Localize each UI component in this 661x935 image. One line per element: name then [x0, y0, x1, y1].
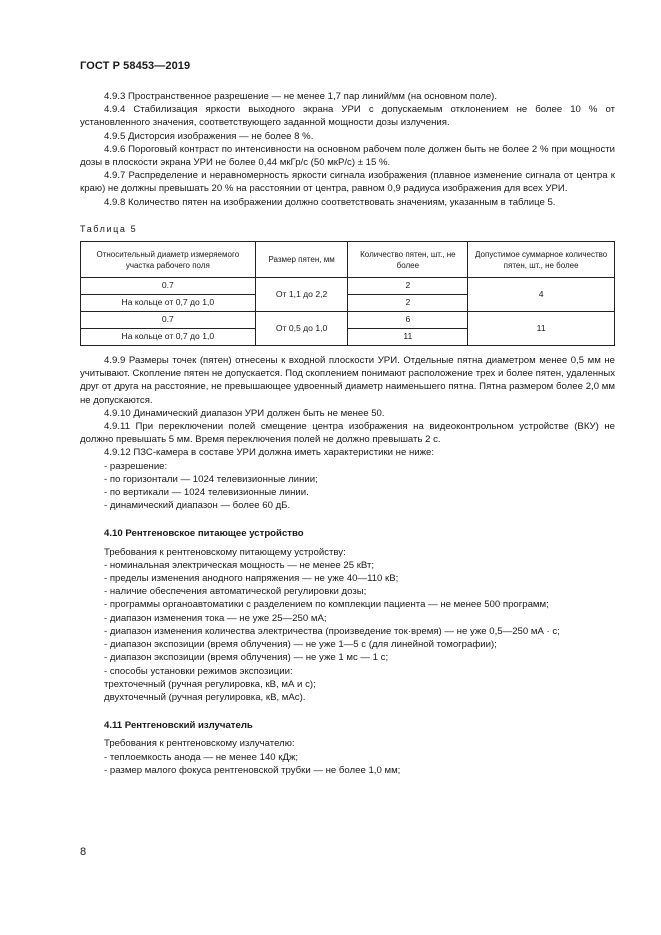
- section-intro: Требования к рентгеновскому питающему устройству:: [104, 546, 346, 558]
- list-item: - размер малого фокуса рентгеновской трубки — не более 1,0 мм;: [104, 764, 401, 776]
- header-spot-size: Размер пятен, мм: [255, 242, 348, 278]
- list-item: - программы органоавтоматики с разделением по комплекции пациента — не менее 500 программ;: [104, 599, 549, 611]
- page-number: 8: [80, 846, 87, 858]
- para-4-9-4: 4.9.4 Стабилизация яркости выходного экрана УРИ с допускаемым отклонением не более 10 % от установленного значения, соответствующего заданной мощности дозы излучения.: [80, 104, 615, 129]
- cell-diameter: 0.7: [81, 278, 256, 295]
- cell-diameter: На кольце от 0,7 до 1,0: [81, 295, 256, 312]
- cell-spot-count: 11: [348, 329, 468, 346]
- cell-spot-count: 2: [348, 278, 468, 295]
- header-total-count: Допустимое суммарное количество пятен, шт., не более: [468, 242, 615, 278]
- table-header-row: [81, 242, 615, 278]
- list-item: - номинальная электрическая мощность — не менее 25 кВт;: [104, 559, 375, 571]
- list-item: - диапазон экспозиции (время облучения) — не уже 1 мс — 1 с;: [104, 652, 389, 664]
- para-4-9-12: 4.9.12 ПЗС-камера в составе УРИ должна иметь характеристики не ниже:: [104, 447, 435, 459]
- cell-diameter: 0.7: [81, 312, 256, 329]
- para-4-9-11: 4.9.11 При переключении полей смещение центра изображения на видеоконтрольном устройстве (ВКУ) не должно превышать 5 мм. Время переключения полей не должно превышать 2 с.: [80, 421, 615, 446]
- para-4-9-10: 4.9.10 Динамический диапазон УРИ должен быть не менее 50.: [104, 407, 385, 419]
- para-4-9-3: 4.9.3 Пространственное разрешение — не менее 1,7 пар линий/мм (на основном поле).: [104, 91, 498, 102]
- header-spot-count: Количество пятен, шт., не более: [348, 242, 468, 278]
- para-4-9-7: 4.9.7 Распределение и неравномерность яркости сигнала изображения (плавное изменение сигнала от центра к краю) не должны превышать 20 % на расстоянии от центра, равном 0,9 радиуса изображения для всех УРИ.: [80, 170, 615, 195]
- cell-total-count: 11: [468, 312, 615, 346]
- header-diameter: Относительный диаметр измеряемого участка рабочего поля: [81, 242, 256, 278]
- list-item: - по вертикали — 1024 телевизионные линии.: [104, 487, 309, 499]
- list-item: - диапазон изменения количества электричества (произведение ток·время) — не уже 0,5—250 мА · с;: [104, 625, 560, 637]
- table-row: [81, 278, 615, 295]
- para-4-9-5: 4.9.5 Дисторсия изображения — не более 8 %.: [104, 130, 314, 142]
- list-item: - диапазон изменения тока — не уже 25—250 мА;: [104, 612, 327, 624]
- section-intro: Требования к рентгеновскому излучателю:: [104, 738, 295, 750]
- section-title-4-10: 4.10 Рентгеновское питающее устройство: [104, 528, 304, 540]
- document-body: [80, 90, 615, 777]
- para-4-9-8: 4.9.8 Количество пятен на изображении должно соответствовать значениям, указанным в таблице 5.: [104, 196, 556, 208]
- list-item: - динамический диапазон — более 60 дБ.: [104, 500, 291, 512]
- table-caption: Таблица 5: [80, 223, 138, 234]
- list-item: трехточечный (ручная регулировка, кВ, мА и с);: [104, 678, 316, 690]
- cell-spot-count: 2: [348, 295, 468, 312]
- list-item: - теплоемкость анода — не менее 140 кДж;: [104, 751, 299, 763]
- list-item: двухточечный (ручная регулировка, кВ, мАс).: [104, 691, 306, 703]
- cell-total-count: 4: [468, 278, 615, 312]
- cell-diameter: На кольце от 0,7 до 1,0: [81, 329, 256, 346]
- list-item: - пределы изменения анодного напряжения — не уже 40—110 кВ;: [104, 573, 399, 585]
- para-4-9-9: 4.9.9 Размеры точек (пятен) отнесены к входной плоскости УРИ. Отдельные пятна диаметром менее 0,5 мм не учитывают. Скопление пятен не допускается. Под скоплением понимают расположение трех и более пятен, удаленных друг от друга на расстояние, не превышающее удвоенный диаметр наименьшего пятна. Пятна размером более 2,0 мм не допускаются.: [80, 355, 615, 406]
- section-title-4-11: 4.11 Рентгеновский излучатель: [104, 720, 253, 732]
- list-item: - наличие обеспечения автоматической регулировки дозы;: [104, 586, 367, 598]
- list-item: - по горизонтали — 1024 телевизионные линии;: [104, 473, 318, 485]
- list-item: - способы установки режимов экспозиции:: [104, 665, 293, 677]
- list-item: - разрешение:: [104, 460, 168, 472]
- document-code: ГОСТ Р 58453—2019: [80, 60, 191, 72]
- table-5: [80, 241, 615, 346]
- para-4-9-6: 4.9.6 Пороговый контраст по интенсивности на основном рабочем поле должен быть не более 2 % при мощности дозы в плоскости экрана УРИ не более 0,44 мкГр/с (50 мкР/с) ± 15 %.: [80, 143, 615, 169]
- cell-spot-count: 6: [348, 312, 468, 329]
- list-item: - диапазон экспозиции (время облучения) — не уже 1—5 с (для линейной томографии);: [104, 639, 497, 651]
- cell-spot-size: От 1,1 до 2,2: [255, 278, 348, 312]
- cell-spot-size: От 0,5 до 1,0: [255, 312, 348, 346]
- table-row: [81, 312, 615, 329]
